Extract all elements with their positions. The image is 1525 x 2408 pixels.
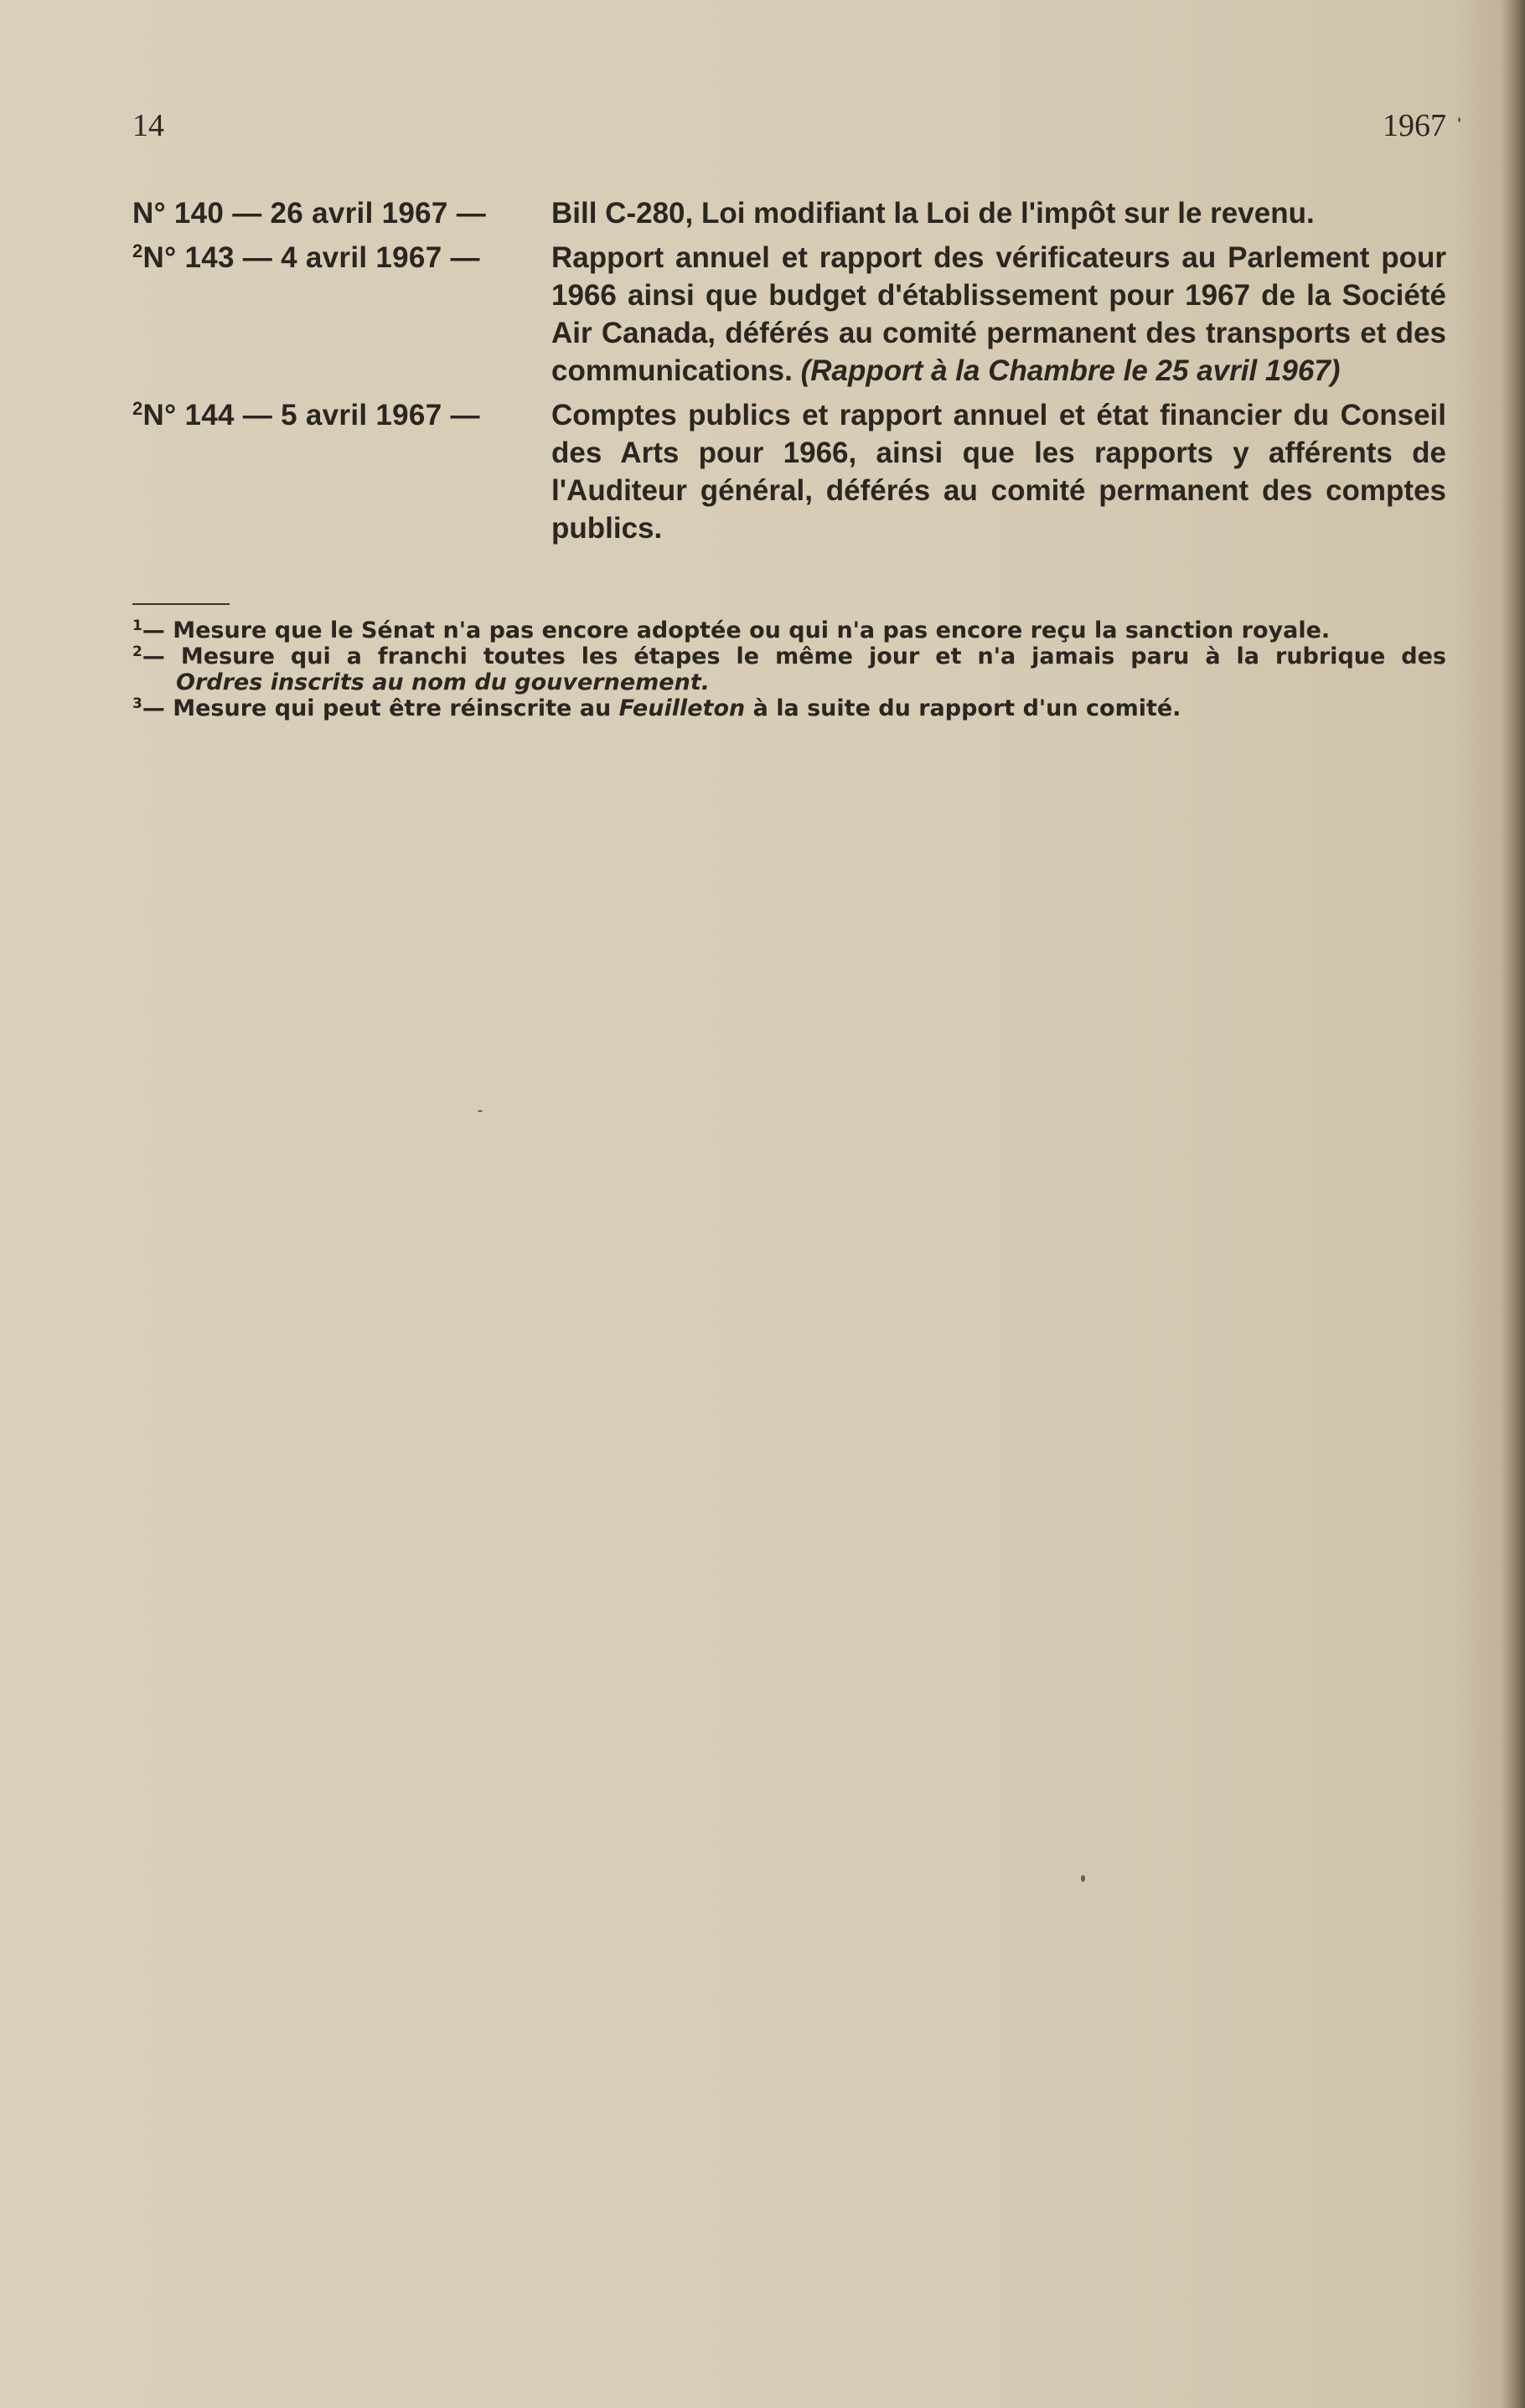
entry-body [551,194,1446,232]
entry-body-text: Comptes publics et rapport annuel et état financier du Conseil des Arts pour 1966, ainsi que les rapports y afférents de l'Auditeur général, déférés au comité permanent des comptes publics. [551,399,1446,545]
entry-body [551,396,1446,547]
footnote-divider [132,603,230,605]
running-header [132,107,1446,144]
footnote-1 [132,618,1446,643]
entry-heading [132,194,551,232]
footnote-mark: 2 [132,643,142,660]
footnote-continuation: Ordres inscrits au nom du gouvernement. [176,669,710,695]
entry-heading-text: N° 140 — 26 avril 1967 — [132,197,487,230]
footnote-text: — Mesure qui a franchi toutes les étapes le même jour et n'a jamais paru à la rubrique des [142,643,1446,669]
footnote-text-end: à la suite du rapport d'un comité. [745,695,1181,721]
entry-140 [132,194,1446,232]
entry-body-text: Bill C-280, Loi modifiant la Loi de l'impôt sur le revenu. [551,197,1315,230]
footnote-mark: 1 [132,618,142,634]
paper-speck [1081,1875,1085,1882]
entry-heading-text: N° 143 — 4 avril 1967 — [142,241,480,274]
footnote-3 [132,695,1446,721]
footnote-2 [132,643,1446,695]
footnote-text: — Mesure qui peut être réinscrite au [142,695,619,721]
footnote-ref-2: 2 [132,240,143,261]
footnote-italic-text: Feuilleton [618,695,746,721]
footnote-text: — Mesure que le Sénat n'a pas encore adoptée ou qui n'a pas encore reçu la sanction royale. [142,618,1331,643]
footnote-mark: 3 [132,695,142,712]
page-edge-shadow [1502,0,1525,2408]
paper-speck [478,1110,483,1112]
entry-144 [132,396,1446,547]
entry-body-text: Rapport annuel et rapport des vérificateurs au Parlement pour 1966 ainsi que budget d'établissement pour 1967 de la Société Air Canada, déférés au comité permanent des transports et des communications. [551,241,1446,387]
entry-heading [132,239,551,390]
entry-body-report-note: (Rapport à la Chambre le 25 avril 1967) [800,354,1341,387]
entries-list [132,194,1446,554]
entry-143 [132,239,1446,390]
footnote-ref-2: 2 [132,398,143,419]
page-number: 14 [132,108,164,143]
entry-heading-text: N° 144 — 5 avril 1967 — [142,399,480,431]
entry-heading [132,396,551,547]
footnotes [132,618,1446,721]
footnote-line [132,643,1446,669]
header-year: 1967 [1383,108,1446,143]
entry-body [551,239,1446,390]
paper-speck [1458,117,1460,122]
